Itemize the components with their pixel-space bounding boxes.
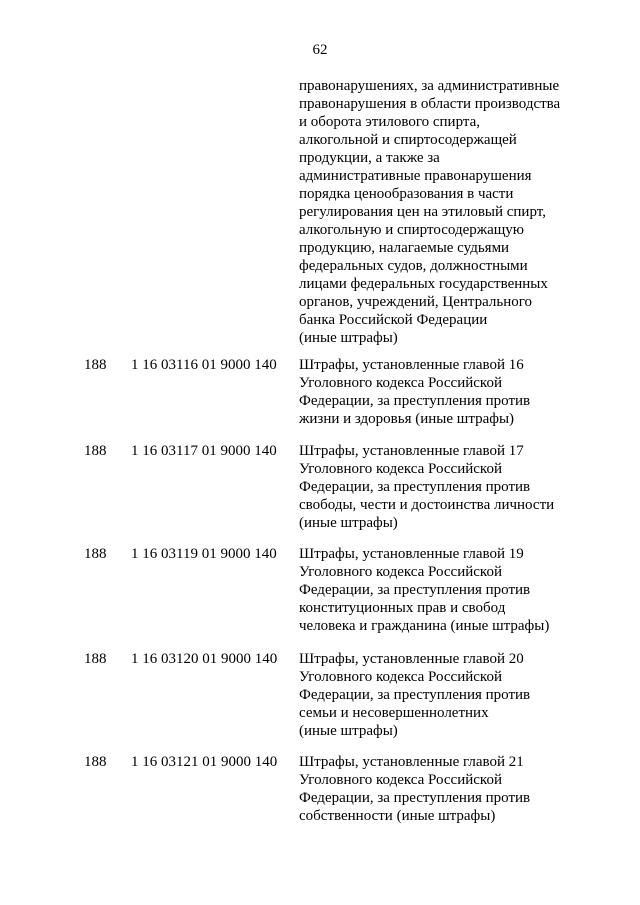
description-line: лицами федеральных государственных bbox=[299, 276, 548, 292]
description-line: правонарушения в области производства bbox=[299, 96, 561, 112]
description-line: Штрафы, установленные главой 19 bbox=[299, 546, 524, 562]
continued-description bbox=[299, 77, 599, 347]
description-line: собственности (иные штрафы) bbox=[299, 808, 496, 824]
description-line: органов, учреждений, Центрального bbox=[299, 294, 533, 310]
description-line: банка Российской Федерации bbox=[299, 312, 488, 328]
row-description bbox=[299, 545, 599, 635]
description-line: регулирования цен на этиловый спирт, bbox=[299, 204, 546, 220]
description-line: Федерации, за преступления против bbox=[299, 479, 531, 495]
description-line: (иные штрафы) bbox=[299, 723, 398, 739]
description-line: и оборота этилового спирта, bbox=[299, 114, 481, 130]
table-row bbox=[0, 545, 640, 645]
description-line: федеральных судов, должностными bbox=[299, 258, 528, 274]
description-line: Штрафы, установленные главой 17 bbox=[299, 443, 524, 459]
description-line: административные правонарушения bbox=[299, 168, 532, 184]
admin-code: 188 bbox=[84, 443, 107, 459]
description-line: жизни и здоровья (иные штрафы) bbox=[299, 411, 515, 427]
admin-code: 188 bbox=[84, 754, 107, 770]
table-row bbox=[0, 356, 640, 456]
page-number: 62 bbox=[312, 42, 328, 58]
description-line: Штрафы, установленные главой 16 bbox=[299, 357, 524, 373]
description-line: семьи и несовершеннолетних bbox=[299, 705, 489, 721]
description-line: Федерации, за преступления против bbox=[299, 790, 531, 806]
description-line: конституционных прав и свобод bbox=[299, 600, 506, 616]
description-line: порядка ценообразования в части bbox=[299, 186, 514, 202]
description-line: (иные штрафы) bbox=[299, 330, 398, 346]
description-line: свободы, чести и достоинства личности bbox=[299, 497, 555, 513]
description-line: Федерации, за преступления против bbox=[299, 582, 531, 598]
budget-classification-code: 1 16 03120 01 9000 140 bbox=[131, 651, 278, 667]
description-line: Штрафы, установленные главой 20 bbox=[299, 651, 524, 667]
admin-code: 188 bbox=[84, 546, 107, 562]
description-line: продукцию, налагаемые судьями bbox=[299, 240, 510, 256]
description-line: (иные штрафы) bbox=[299, 515, 398, 531]
budget-classification-code: 1 16 03117 01 9000 140 bbox=[131, 443, 277, 459]
description-line: Штрафы, установленные главой 21 bbox=[299, 754, 524, 770]
budget-classification-code: 1 16 03116 01 9000 140 bbox=[131, 357, 277, 373]
description-line: Федерации, за преступления против bbox=[299, 393, 531, 409]
description-line: Федерации, за преступления против bbox=[299, 687, 531, 703]
row-description bbox=[299, 753, 599, 825]
table-row bbox=[0, 753, 640, 853]
description-line: человека и гражданина (иные штрафы) bbox=[299, 618, 550, 634]
description-line: Уголовного кодекса Российской bbox=[299, 772, 502, 788]
row-description bbox=[299, 650, 599, 740]
description-line: Уголовного кодекса Российской bbox=[299, 461, 502, 477]
table-row bbox=[0, 442, 640, 542]
row-description bbox=[299, 356, 599, 428]
description-line: алкогольную и спиртосодержащую bbox=[299, 222, 525, 238]
table-row bbox=[0, 650, 640, 750]
description-line: Уголовного кодекса Российской bbox=[299, 669, 502, 685]
description-line: продукции, а также за bbox=[299, 150, 440, 166]
row-description bbox=[299, 442, 599, 532]
budget-classification-code: 1 16 03119 01 9000 140 bbox=[131, 546, 277, 562]
admin-code: 188 bbox=[84, 357, 107, 373]
budget-classification-code: 1 16 03121 01 9000 140 bbox=[131, 754, 278, 770]
description-line: алкогольной и спиртосодержащей bbox=[299, 132, 517, 148]
description-line: Уголовного кодекса Российской bbox=[299, 564, 502, 580]
admin-code: 188 bbox=[84, 651, 107, 667]
description-line: правонарушениях, за административные bbox=[299, 78, 560, 94]
description-line: Уголовного кодекса Российской bbox=[299, 375, 502, 391]
